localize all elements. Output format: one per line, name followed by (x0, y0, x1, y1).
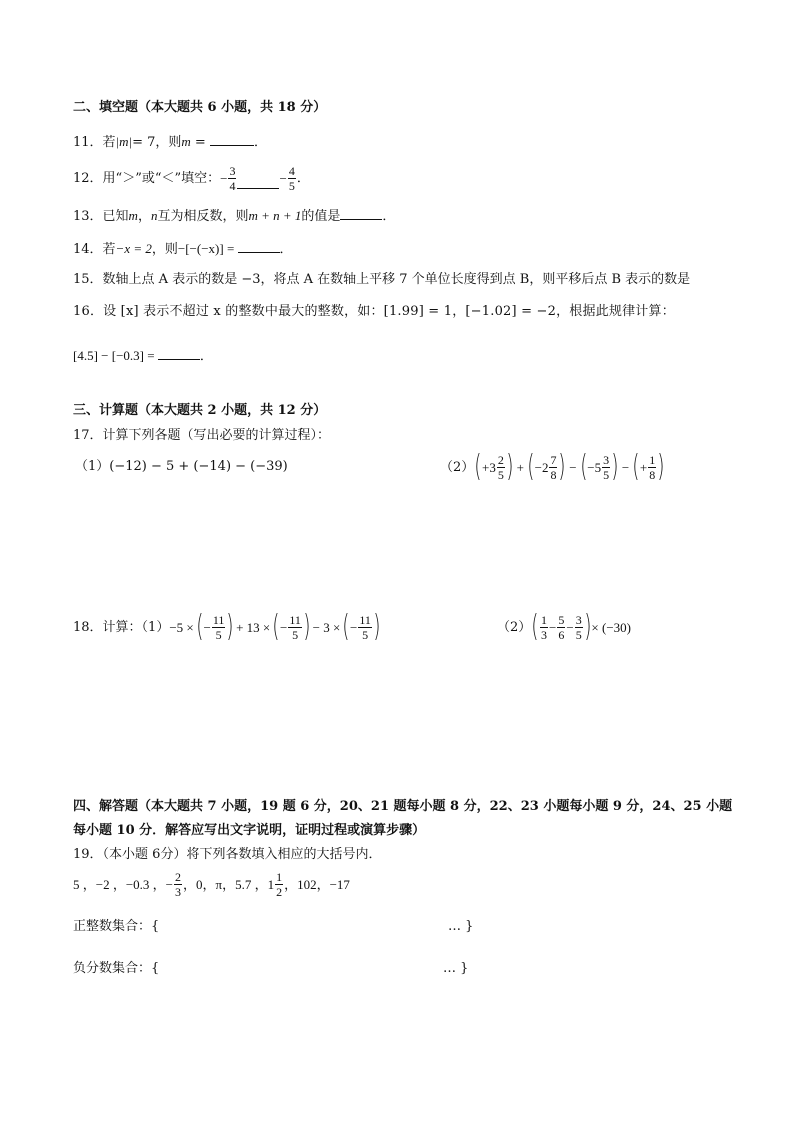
answer-blank[interactable] (237, 177, 279, 189)
question-19-lead: 19．（本小题 6分）将下列各数填入相应的大括号内． (73, 847, 382, 862)
question-11: 11．若|m|= 7，则m = ． (73, 134, 267, 150)
question-15: 15．数轴上点 A 表示的数是 −3，将点 A 在数轴上平移 7 个单位长度得到点 B，则平移后点 B 表示的数是 (73, 272, 691, 287)
answer-blank[interactable] (158, 348, 200, 360)
section-3-title: 三、计算题（本大题共 2 小题，共 12 分） (73, 403, 327, 418)
section-4-title-line2: 每小题 10 分．解答应写出文字说明，证明过程或演算步骤） (73, 823, 426, 838)
section-2-title: 二、填空题（本大题共 6 小题，共 18 分） (73, 100, 327, 115)
answer-blank[interactable] (210, 134, 254, 146)
question-13: 13．已知m，n互为相反数，则m + n + 1的值是 ． (73, 208, 396, 224)
question-17-lead: 17．计算下列各题（写出必要的计算过程）： (73, 428, 331, 443)
question-14: 14．若−x = 2，则−[−(−x)] = ． (73, 241, 293, 257)
positive-integer-set-end: … } (448, 919, 474, 934)
fraction: $\frac{4}{5}$ (288, 164, 295, 193)
fraction: $\frac{3}{4}$ (229, 164, 236, 193)
question-18-part2: （2） ( $\frac{1}{3}$ − $\frac{5}{6}$ − $\frac{3}{5}$ ) × (−30) (497, 609, 631, 644)
question-19-numbers: 5 ，−2 ，−0.3 ，− $\frac{2}{3}$ ，0，π，5.7 ，1 $\frac{1}{2}$ ，102，−17 (73, 870, 350, 899)
question-16-line2: [4.5] − [−0.3] = ． (73, 348, 213, 364)
question-16-line1: 16．设 [x] 表示不超过 x 的整数中最大的整数，如：[1.99] = 1，[−1.02] = −2，根据此规律计算： (73, 304, 675, 319)
positive-integer-set-label: 正整数集合：{ (73, 919, 160, 934)
question-12: 12．用“＞”或“＜”填空： − $\frac{3}{4}$ − $\frac{4}{5}$ ． (73, 164, 310, 193)
question-18-part1: 18．计算：（1） −5 × ( − $\frac{11}{5}$ ) + 13 × ( − $\frac{11}{5}$ ) − 3 × ( − $\frac{11}{5}$ ) (73, 609, 381, 644)
answer-blank[interactable] (340, 208, 382, 220)
question-17-part1: （1）(−12) − 5 + (−14) − (−39) (75, 459, 288, 474)
negative-fraction-set-end: … } (443, 961, 469, 976)
question-17-part2: （2） ( +3 $\frac{2}{5}$ ) + ( −2 $\frac{7}{8}$ ) − ( −5 $\frac{3}{5}$ ) − ( + $\frac{1}{8}$ ) (440, 449, 665, 484)
negative-fraction-set-label: 负分数集合：{ (73, 961, 160, 976)
answer-blank[interactable] (238, 241, 280, 253)
section-4-title-line1: 四、解答题（本大题共 7 小题，19 题 6 分，20、21 题每小题 8 分，22、23 小题每小题 9 分，24、25 小题 (73, 799, 733, 814)
